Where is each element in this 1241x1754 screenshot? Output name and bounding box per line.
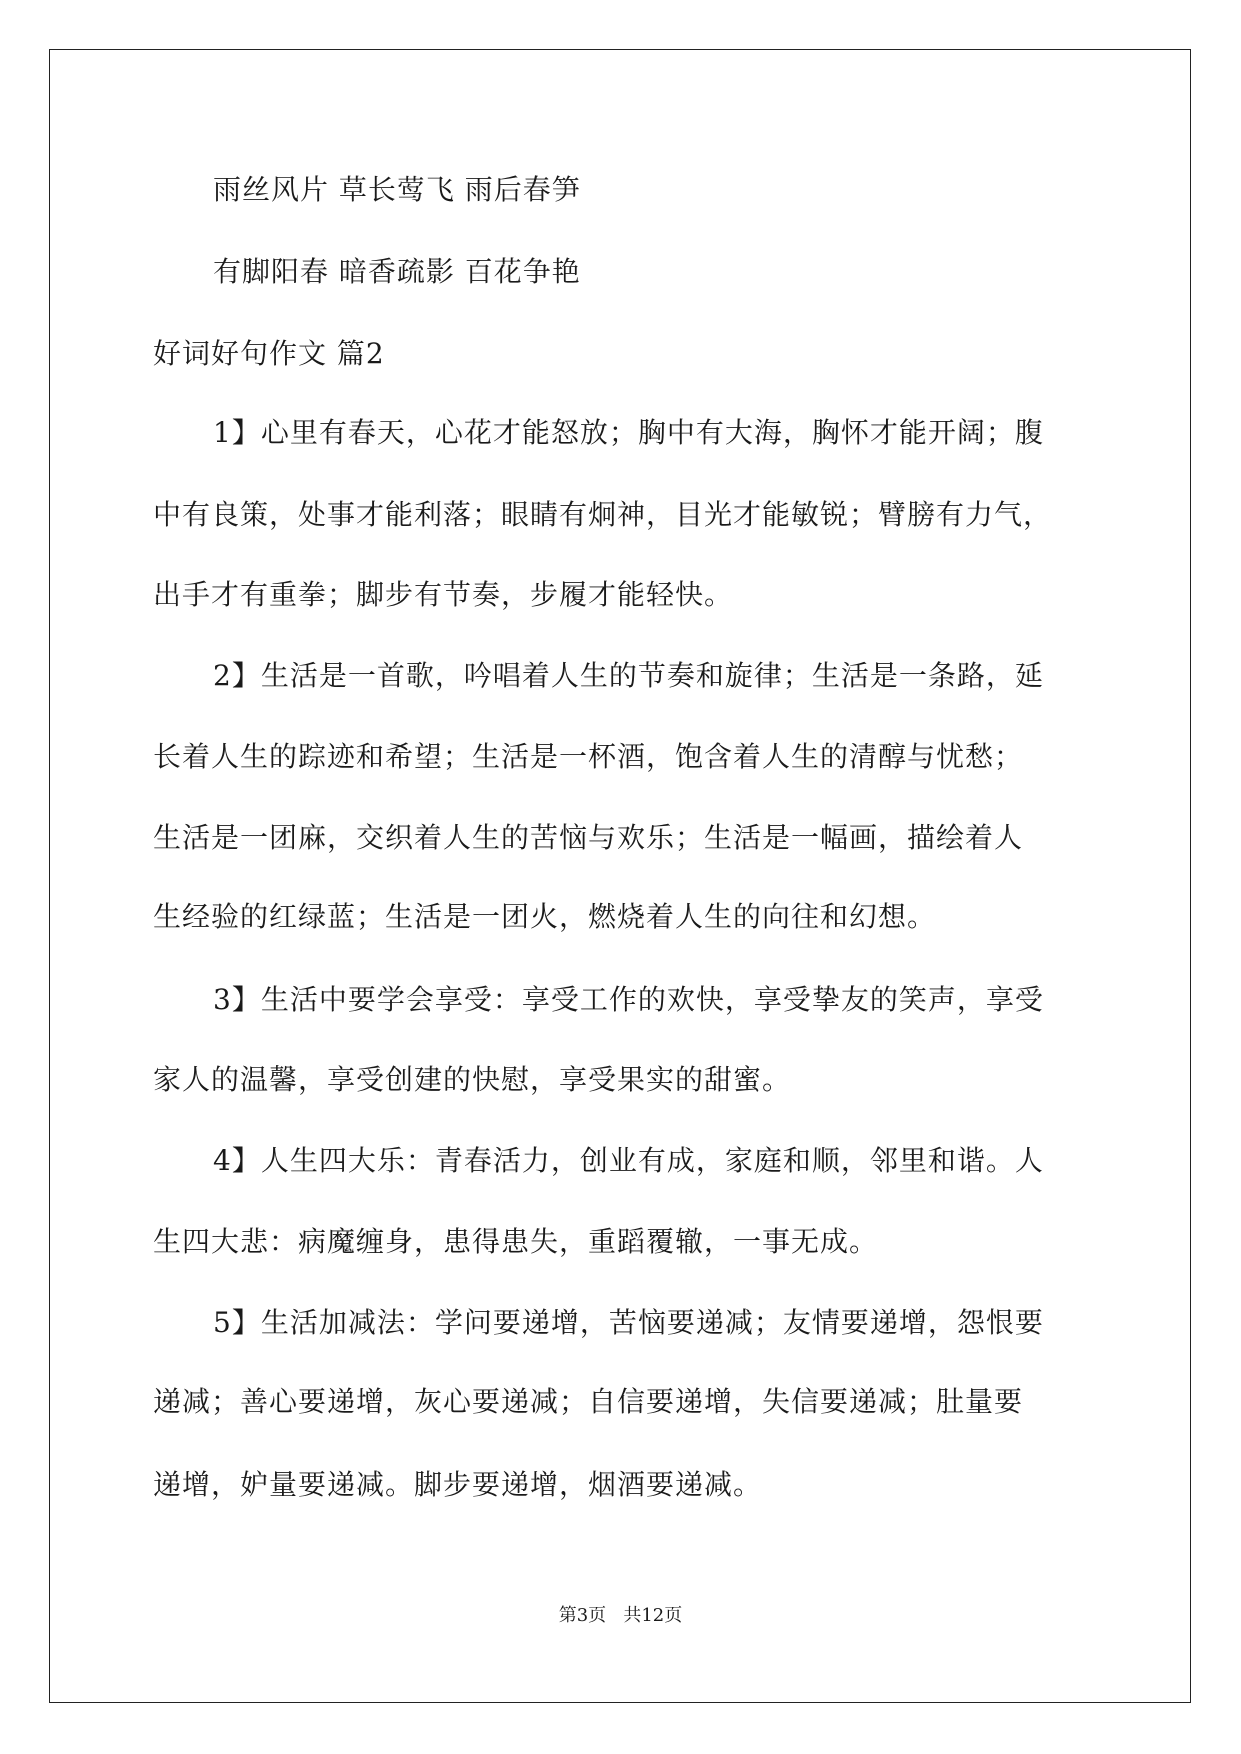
paragraph-line: 出手才有重拳；脚步有节奏，步履才能轻快。 (153, 578, 734, 611)
paragraph-line: 递减；善心要递增，灰心要递减；自信要递增，失信要递减；肚量要 (153, 1385, 1024, 1418)
paragraph-line: 5】生活加减法：学问要递增，苦恼要递减；友情要递增，怨恨要 (213, 1306, 1044, 1339)
paragraph-line: 长着人生的踪迹和希望；生活是一杯酒，饱含着人生的清醇与忧愁； (153, 740, 1024, 773)
paragraph-line: 生经验的红绿蓝；生活是一团火，燃烧着人生的向往和幻想。 (153, 900, 937, 933)
paragraph-line: 家人的温馨，享受创建的快慰，享受果实的甜蜜。 (153, 1063, 792, 1096)
intro-line: 雨丝风片 草长莺飞 雨后春笋 (213, 173, 581, 206)
page-number-footer: 第3页 共12页 (558, 1605, 683, 1626)
paragraph-line: 2】生活是一首歌，吟唱着人生的节奏和旋律；生活是一条路，延 (213, 659, 1044, 692)
intro-line: 有脚阳春 暗香疏影 百花争艳 (213, 255, 581, 288)
page-frame (49, 49, 1191, 1703)
section-title: 好词好句作文 篇2 (153, 337, 385, 370)
paragraph-line: 4】人生四大乐：青春活力，创业有成，家庭和顺，邻里和谐。人 (213, 1144, 1044, 1177)
paragraph-line: 递增，妒量要递减。脚步要递增，烟酒要递减。 (153, 1468, 763, 1501)
paragraph-line: 生四大悲：病魔缠身，患得患失，重蹈覆辙，一事无成。 (153, 1225, 879, 1258)
paragraph-line: 1】心里有春天，心花才能怒放；胸中有大海，胸怀才能开阔；腹 (213, 416, 1044, 449)
paragraph-line: 中有良策，处事才能利落；眼睛有炯神，目光才能敏锐；臂膀有力气， (153, 498, 1053, 531)
paragraph-line: 生活是一团麻，交织着人生的苦恼与欢乐；生活是一幅画，描绘着人 (153, 821, 1024, 854)
paragraph-line: 3】生活中要学会享受：享受工作的欢快，享受挚友的笑声，享受 (213, 983, 1044, 1016)
